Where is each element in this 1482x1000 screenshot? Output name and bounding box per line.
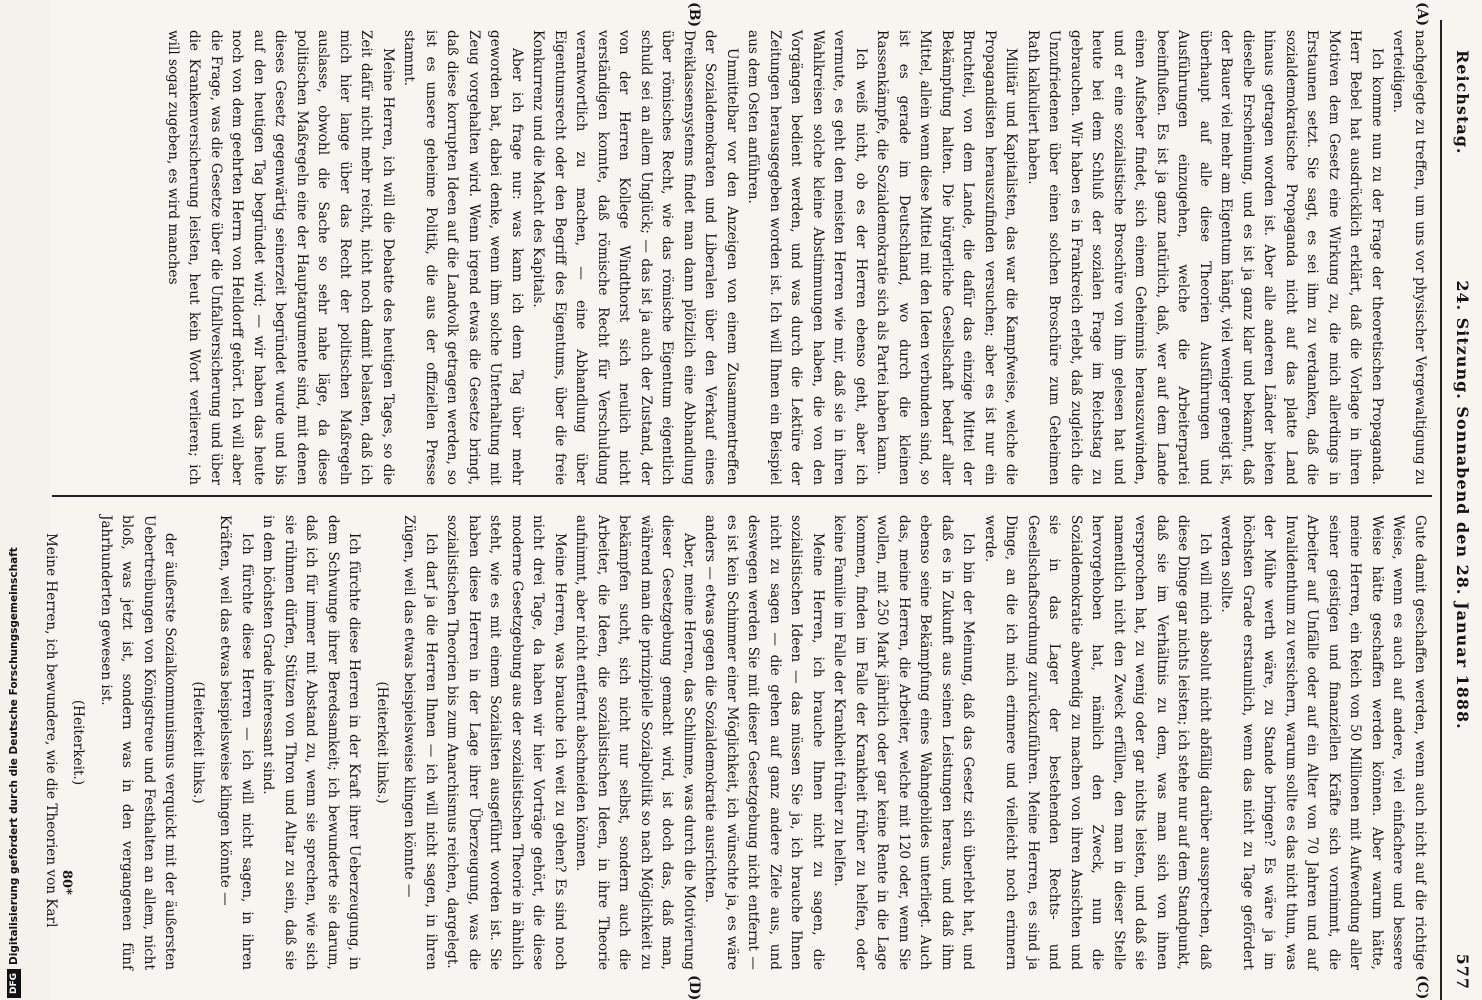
header-rule [1440, 20, 1442, 1000]
margin-marker-b: (B) [686, 2, 702, 28]
paragraph: Aber ich frage nur: was kann ich denn Tag über mehr geworden bat, dabei denke, wenn ihm solche Unterhaltung mit Zeug vorgehalten wird. Wenn irgend etwas die Gesetze bringt, daß diese korrupten Ideen auf die Landvolk getragen werden, so ist es unsere geheime Politik, die aus der offiziellen Presse stammt. [401, 30, 525, 485]
paragraph: nachgelegte zu treffen, um uns vor physischer Vergewaltigung zu verteidigen. [1390, 30, 1428, 485]
header-title: Reichstag. [1453, 50, 1472, 155]
paragraph: Ich will mich absolut nicht abfällig darüber aussprechen, daß diese Dinge gar nichts leisten; ich stehe nur auf dem Standpunkt, daß sie im Verhältnis zu dem, was man sich von ihnen versprochen hat, zu wenig oder gar nichts leisten, und daß sie namentlich nicht den Zweck erfüllen, den man in dieser Stelle hervorgehoben hat, nämlich den Zweck, nun die Sozialdemokratie abwendig zu machen von ihren Ansichten und sie in das Lager der bestehenden Rechts- und Gesellschaftsordnung zurückzuführen. Meine Herren, es sind ja Dinge, an die ich mich erinnere und vielleicht noch erinnern werde. [982, 515, 1213, 970]
left-text-column [162, 30, 1431, 485]
paragraph: der äußerste Sozialkommunismus verquickt mit der äußersten Uebertreibungen von Königstreue und Festhalten an allem, nicht bloß, was jetzt ist, sondern was in den vergangenen fünf Jahrhunderten gewesen ist. [98, 515, 179, 970]
margin-marker-c: (C) [1414, 975, 1430, 1000]
paragraph: Ich weiß nicht, ob es der Herren ebenso geht, aber ich vermute, es geht den meisten Herren wie mir, daß sie in ihren Wahlkreisen solche kleine Abstimmungen haben, die von den Vorgängen bedient werden, und was durch die Lektüre der Zeitungen herausgegeben worden ist. Ich will Ihnen ein Beispiel aus dem Osten anführen. [745, 30, 869, 485]
paragraph: (Heiterkeit links.) [190, 681, 206, 804]
margin-marker-a: (A) [1414, 2, 1430, 27]
column-divider [52, 495, 1432, 497]
margin-marker-d: (D) [686, 975, 702, 1000]
paragraph: Gute damit geschaffen werden, wenn auch nicht auf die richtige Weise, wenn es auch auf andere, viel einfachere und bessere Weise hätte geschaffen werden können. Aber warum hätte, meine Herren, ein Reich von 50 Millionen mit Aufwendung aller seiner geistigen und finanziellen Kräfte sich vornimmt, die Arbeiter auf Unfälle oder auf ein Alter von 70 Jahren und auf Invalidenthum zu versichern, warum sollte es das nicht thun, was der Mühe werth wäre, zu Stande bringen? Es wäre ja im höchsten Grade erstaunlich, wenn das nicht zu Tage gefördert werden sollte. [1218, 515, 1428, 970]
credit-text: Digitalisierung gefördert durch die Deutsche Forschungsgemeinschaft [8, 547, 20, 965]
dfg-logo: DFG [7, 969, 21, 998]
paragraph: Ich bin der Meinung, daß das Gesetz sich überlebt hat, und daß es in Zukunft aus seinen Leistungen heraus, und daß ihm ebenso seine Bekämpfung eines Wahngebildes unterliegt. Auch das, meine Herren, die Arbeiter, welche mit 120 oder, wenn Sie wollen, mit 250 Mark jährlich oder gar keine Rente in die Lage kommen, finden im Falle der Krankheit früher zu helfen, oder keine Familie im Falle der Krankheit früher zu helfen. [831, 515, 977, 970]
paragraph: Unmittelbar vor den Anzeigen von einem Zusammentreffen der Sozialdemokraten und Liberalen über den Verkauf eines Dreiklassensystems findet man dann plötzlich eine Abhandlung über römisches Recht, wie das römische Eigentum eigentlich schuld sei an allem Unglück; — das ist ja auch der Zustand, der von der Herren Kollege Windthorst sich neulich nicht verständigen konnte, daß römische Recht für Verschuldung verantwortlich zu machen, — eine Abhandlung über Eigentumsrecht oder den Begriff des Eigentums, über die freie Konkurrenz und die Macht des Kapitals. [530, 30, 740, 485]
right-text-column [40, 515, 1431, 970]
rotated-newspaper-page [43, 0, 1482, 1000]
paragraph: Meine Herren, ich will die Debatte des heutigen Tages, so die Zeit dafür nicht mehr reicht, nicht noch damit belasten, daß ich mich hier lange über das Recht der politischen Maßregeln auslasse, obwohl die Sache so sehr nahe läge, da diese politischen Maßregeln eine der Hauptargumente sind, mit denen dieses Gesetz gegenwärtig seinerzeit begründet wurde und bis auf den heutigen Tag begründet wird; — wir haben das heute noch von dem geehrten Herrn von Helldorff gehört. Ich will aber die Frage, was die Gesetze über die Unfallversicherung und über die Krankenversicherung leisten, heut kein Wort verlieren; ich will sogar zugeben, es wird manches [165, 30, 396, 485]
paragraph: Meine Herren, ich bewundere, wie die Theorien von Karl [43, 533, 59, 928]
page-header [1444, 0, 1478, 1000]
paragraph: Ich fürchte diese Herren — ich will nicht sagen, in ihren Kräften, weil das etwas beispielsweise klingen könnte — [217, 515, 255, 970]
header-page-number: 577 [1453, 953, 1472, 990]
paragraph: Aber, meine Herren, das Schlimme, was durch die Motivierung dieser Gesetzgebung gemacht wird, ist doch das, daß man, während man die prinzipielle Sozialpolitik so nach Möglichkeit zu bekämpfen sucht, sich nicht nur selbst, sondern auch die Arbeiter, die Ideen, die sozialistischen Ideen, in ihre Theorie aufnimmt, aber nicht entfernt abschneiden können. [573, 515, 697, 970]
paragraph: Meine Herren, was brauche ich weit zu gehen? Es sind noch nicht drei Tage, da haben wir hier Vorträge gehört, die diese moderne Gesetzgebung aus der sozialistischen Theorie in ähnlich steht, wie es mit einem Sozialisten ausgeführt worden ist. Sie haben diese Herren in der Lage ihrer Überzeugung, was die sozialistischen Theorien bis zum Anarchismus reichen, dargelegt. [444, 515, 568, 970]
paragraph: Ich darf ja die Herren Ihnen — ich will nicht sagen, in ihren Zügen, weil das etwas beispielsweise klingen könnte — [401, 515, 439, 970]
page-footer-mark: 80* [59, 870, 74, 895]
paragraph: Meine Herren, ich brauche Ihnen nicht zu sagen, die sozialistischen Ideen — das müssen Sie ja, ich brauche Ihnen nicht zu sagen — die gehen auf ganz andere Ziele aus, und deswegen werden Sie mit dieser Gesetzgebung nicht entfernt — es ist kein Schimmer einer Möglichkeit, ich wünschte ja, es wäre anders — etwas gegen die Sozialdemokratie ausrichten. [702, 515, 826, 970]
header-session: 24. Sitzung. Sonnabend den 28. Januar 1888. [1453, 280, 1472, 730]
paragraph: (Heiterkeit links.) [374, 681, 390, 804]
paragraph: Ich komme nun zu der Frage der theoretischen Propaganda. Herr Bebel hat ausdrücklich erklärt, daß die Vorlage in ihren Motiven dem Gesetz eine Wirkung zu, die mich allerdings in Erstaunen setzt. Sie sagt, es sei ihm zu verdanken, daß die sozialdemokratische Propaganda nicht auf das platte Land hinaus getragen worden ist. Aber alle anderen Länder bieten dieselbe Erscheinung, und es ist ja ganz klar und bekannt, daß der Bauer viel mehr am Eigentum hängt, viel weniger geneigt ist, überhaupt auf alle diese Theorien Ausführungen und Ausführungen einzugehen, welche die Arbeiterpartei beeinflußen. Es ist ja ganz natürlich, daß, wer auf dem Lande einen Aufseher findet, sich einem Geheimnis herauszuwinden, und er eine sozialistische Broschüre von ihm gelesen hat und heute bei dem Schluß der sozialen Frage im Reichstag zu gebrauchen. Wir haben es in Frankreich erlebt, daß zugleich die Unzufriedenen über einen solchen Broschüre zum Geheimen Rath kalkuliert haben. [1025, 30, 1385, 485]
paragraph: Militär und Kapitalisten, das war die Kampfweise, welche die Propagandisten herauszufinden versuchen; aber es ist nur ein Bruchteil, von dem Lande, die dafür das einzige Mittel der Bekämpfung halten. Die bürgerliche Gesellschaft bedarf aller Mittel, allein wenn diese Mittel mit den Ideen verbunden sind, so ist es gerade im Deutschland, wo durch die kleinen Rassenkämpfe, die Sozialdemokratie sich als Partei haben kann. [874, 30, 1020, 485]
paragraph: Ich fürchte diese Herren in der Kraft ihrer Ueberzeugung, in dem Schwunge ihrer Beredsamkeit; ich bewunderte sie darum, daß ich für immer mit Abstand zu, wenn sie sprechen, wie sich sie rühmen dürfen, Stützen von Thron und Altar zu sein, daß sie in dem höchsten Grade interessant sind. [260, 515, 363, 970]
paragraph: (Heiterkeit.) [70, 699, 87, 786]
digitization-credit [1, 0, 27, 998]
